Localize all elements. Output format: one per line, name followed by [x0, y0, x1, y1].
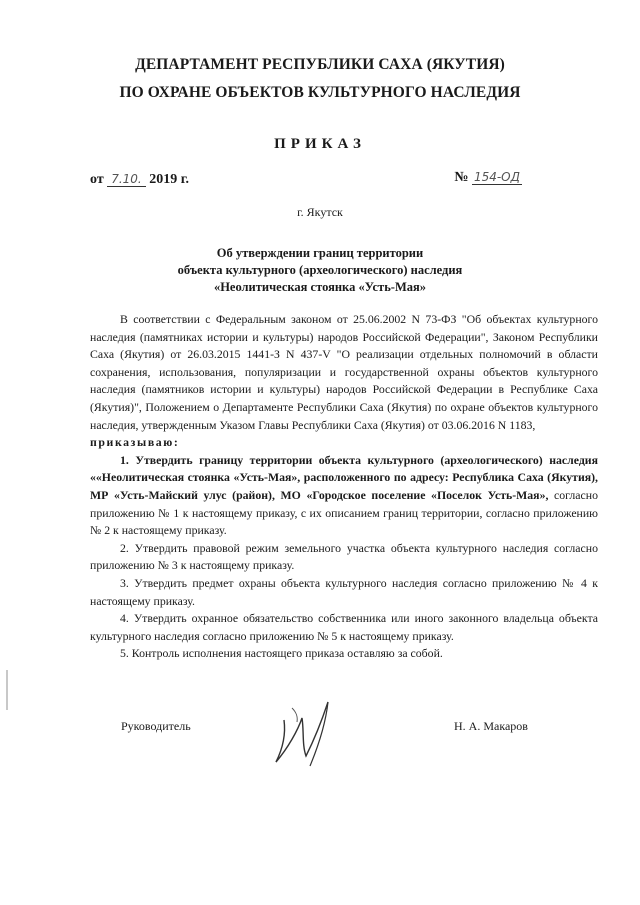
item-5: 5. Контроль исполнения настоящего приказа оставляю за собой.	[120, 646, 443, 661]
order-date	[90, 172, 189, 188]
order-word: приказываю:	[90, 435, 180, 450]
subject-line3: «Неолитическая стоянка «Усть-Мая»	[213, 280, 427, 294]
signatory-name: Н. А. Макаров	[454, 719, 528, 733]
preamble-text: В соответствии с Федеральным законом от 25.06.2002 N 73-ФЗ "Об объектах культурного наследия (памятниках истории и культуры) народов Российской Федерации", Законом Республики Саха (Якутия) от 26.03.2015 1441-З N 437-V "О реализации отдельных полномочий в области сохранения, использования, популяризации и государственной охраны объектов культурного наследия (памятников истории и культуры) народов Российской Федерации в Республике Саха (Якутия)", Положением о Департаменте Республики Саха (Якутия) по охране объектов культурного наследия, утвержденным Указом Главы Республики Саха (Якутия) от 03.06.2016 N 1183,	[90, 312, 598, 432]
item-1-rest: согласно приложению № 1 к настоящему приказу, с их описанием границ территории, согласно приложению № 2 к настоящему приказу.	[90, 487, 598, 538]
subject-line1: Об утверждении границ территории	[216, 246, 424, 260]
department-title-line2: ПО ОХРАНЕ ОБЪЕКТОВ КУЛЬТУРНОГО НАСЛЕДИЯ	[119, 84, 521, 101]
order-number	[454, 170, 522, 186]
order-subject	[0, 245, 640, 296]
binding-mark	[6, 670, 8, 710]
number-prefix: №	[454, 170, 469, 185]
item-2: 2. Утвердить правовой режим земельного участка объекта культурного наследия согласно приложению № 3 к настоящему приказу.	[90, 540, 598, 573]
item-4: 4. Утвердить охранное обязательство собственника или иного законного владельца объекта культурного наследия согласно приложению № 5 к настоящему приказу.	[90, 611, 598, 643]
order-word-paragraph	[90, 434, 598, 452]
date-prefix: от	[90, 172, 104, 187]
handwritten-signature	[262, 690, 352, 770]
document-type: ПРИКАЗ	[274, 136, 366, 152]
date-handwritten: 7.10.	[107, 172, 146, 187]
item-1	[90, 452, 598, 540]
item-1-bold: 1. Утвердить границу территории объекта культурного (археологического) наследия ««Неолитическая стоянка «Усть-Мая», расположенного по адресу: Республика Саха (Якутия), МР «Усть-Майский улус (район), МО «Городское поселение «Поселок Усть-Мая»,	[90, 452, 598, 502]
department-title-line1: ДЕПАРТАМЕНТ РЕСПУБЛИКИ САХА (ЯКУТИЯ)	[135, 56, 505, 73]
date-year: 2019 г.	[149, 172, 190, 187]
order-body	[90, 311, 598, 663]
city: г. Якутск	[297, 205, 343, 219]
subject-line2: объекта культурного (археологического) наследия	[177, 263, 463, 277]
signatory-role: Руководитель	[121, 719, 191, 733]
item-3: 3. Утвердить предмет охраны объекта культурного наследия согласно приложению № 4 к настоящему приказу.	[90, 575, 598, 608]
number-handwritten: 154-ОД	[473, 170, 520, 184]
preamble-paragraph	[90, 311, 598, 434]
